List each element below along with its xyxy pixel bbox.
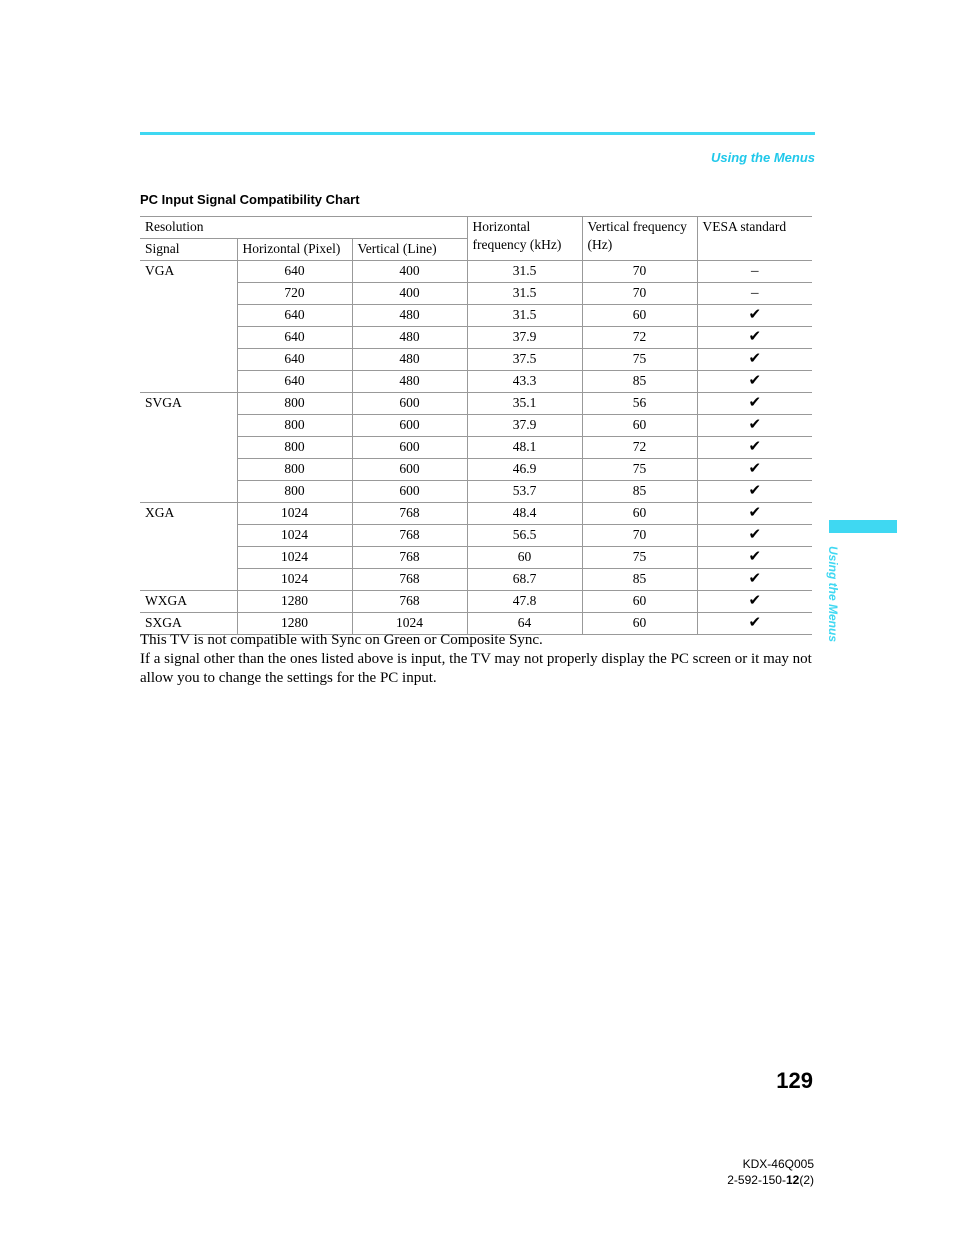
cell-signal: WXGA [140, 591, 237, 613]
cell-horizontal-pixel: 800 [237, 459, 352, 481]
table-header-row [140, 217, 812, 239]
cell-vertical-frequency: 60 [582, 613, 697, 635]
cell-vesa-standard: ✔ [697, 459, 812, 481]
cell-vertical-line: 480 [352, 371, 467, 393]
cell-signal [140, 283, 237, 305]
table-row [140, 305, 812, 327]
table-row [140, 327, 812, 349]
cell-signal [140, 349, 237, 371]
table-row [140, 283, 812, 305]
cell-signal: SVGA [140, 393, 237, 415]
footer-code-bold: 12 [785, 1173, 800, 1187]
cell-vesa-standard: ✔ [697, 327, 812, 349]
cell-horizontal-pixel: 800 [237, 481, 352, 503]
cell-signal [140, 569, 237, 591]
cell-signal [140, 481, 237, 503]
cell-signal [140, 547, 237, 569]
table-row [140, 371, 812, 393]
cell-horizontal-pixel: 640 [237, 327, 352, 349]
note-unsupported-signal: If a signal other than the ones listed above is input, the TV may not properly display the PC screen or it may not allow you to change the settings for the PC input. [140, 651, 812, 686]
header-signal: Signal [140, 239, 237, 261]
cell-vertical-frequency: 70 [582, 261, 697, 283]
cell-horizontal-pixel: 800 [237, 437, 352, 459]
cell-vertical-frequency: 60 [582, 415, 697, 437]
cell-vertical-frequency: 56 [582, 393, 697, 415]
cell-vertical-frequency: 72 [582, 327, 697, 349]
cell-horizontal-pixel: 1024 [237, 569, 352, 591]
cell-vertical-frequency: 70 [582, 525, 697, 547]
cell-vesa-standard: ✔ [697, 569, 812, 591]
cell-horizontal-pixel: 1024 [237, 525, 352, 547]
cell-vertical-line: 768 [352, 503, 467, 525]
footer-model: KDX-46Q005 [742, 1157, 814, 1171]
cell-horizontal-frequency: 31.5 [467, 283, 582, 305]
cell-vertical-frequency: 85 [582, 371, 697, 393]
cell-signal [140, 371, 237, 393]
cell-vesa-standard: ✔ [697, 613, 812, 635]
cell-horizontal-frequency: 48.4 [467, 503, 582, 525]
cell-vertical-line: 480 [352, 349, 467, 371]
cell-vertical-line: 768 [352, 547, 467, 569]
cell-horizontal-frequency: 37.9 [467, 415, 582, 437]
cell-horizontal-frequency: 56.5 [467, 525, 582, 547]
table-row [140, 503, 812, 525]
footer [727, 1156, 814, 1188]
cell-vertical-line: 480 [352, 305, 467, 327]
cell-vertical-line: 768 [352, 525, 467, 547]
cell-vertical-line: 400 [352, 261, 467, 283]
cell-horizontal-frequency: 64 [467, 613, 582, 635]
header-vertical-frequency: Vertical frequency (Hz) [582, 217, 697, 261]
cell-vertical-line: 480 [352, 327, 467, 349]
cell-vertical-frequency: 72 [582, 437, 697, 459]
cell-vesa-standard: ✔ [697, 547, 812, 569]
cell-signal: VGA [140, 261, 237, 283]
footer-code-prefix: 2-592-150- [727, 1173, 786, 1187]
cell-horizontal-pixel: 640 [237, 371, 352, 393]
note-sync: This TV is not compatible with Sync on Green or Composite Sync. [140, 632, 543, 648]
cell-vesa-standard: ✔ [697, 481, 812, 503]
cell-vesa-standard: ✔ [697, 503, 812, 525]
cell-vertical-frequency: 60 [582, 503, 697, 525]
header-horizontal-frequency: Horizontal frequency (kHz) [467, 217, 582, 261]
cell-vesa-standard: – [697, 283, 812, 305]
cell-vertical-line: 1024 [352, 613, 467, 635]
table-row [140, 459, 812, 481]
cell-vertical-line: 400 [352, 283, 467, 305]
cell-vesa-standard: ✔ [697, 415, 812, 437]
cell-horizontal-frequency: 31.5 [467, 305, 582, 327]
table-row [140, 547, 812, 569]
header-resolution: Resolution [140, 217, 467, 239]
cell-horizontal-pixel: 1024 [237, 547, 352, 569]
table-row [140, 569, 812, 591]
cell-vertical-frequency: 70 [582, 283, 697, 305]
cell-vesa-standard: ✔ [697, 349, 812, 371]
cell-signal [140, 415, 237, 437]
cell-signal [140, 305, 237, 327]
top-rule [140, 132, 815, 135]
table-row [140, 349, 812, 371]
cell-horizontal-pixel: 720 [237, 283, 352, 305]
cell-horizontal-frequency: 46.9 [467, 459, 582, 481]
cell-vertical-frequency: 85 [582, 569, 697, 591]
header-vertical-line: Vertical (Line) [352, 239, 467, 261]
cell-signal: SXGA [140, 613, 237, 635]
cell-horizontal-pixel: 1024 [237, 503, 352, 525]
cell-vesa-standard: ✔ [697, 437, 812, 459]
cell-horizontal-pixel: 1280 [237, 591, 352, 613]
cell-horizontal-frequency: 47.8 [467, 591, 582, 613]
page-number: 129 [776, 1068, 813, 1093]
cell-vesa-standard: ✔ [697, 305, 812, 327]
table-row [140, 591, 812, 613]
cell-horizontal-frequency: 68.7 [467, 569, 582, 591]
cell-vertical-frequency: 60 [582, 305, 697, 327]
cell-horizontal-frequency: 37.9 [467, 327, 582, 349]
cell-vertical-line: 600 [352, 415, 467, 437]
header-vesa-standard: VESA standard [697, 217, 812, 261]
cell-vertical-frequency: 60 [582, 591, 697, 613]
cell-vertical-frequency: 85 [582, 481, 697, 503]
cell-horizontal-pixel: 1280 [237, 613, 352, 635]
table-row [140, 525, 812, 547]
section-header: Using the Menus [710, 150, 815, 165]
side-tab-label: Using the Menus [826, 546, 840, 643]
cell-vertical-frequency: 75 [582, 547, 697, 569]
cell-horizontal-frequency: 43.3 [467, 371, 582, 393]
compatibility-table [140, 216, 812, 635]
cell-vesa-standard: ✔ [697, 393, 812, 415]
footer-code-suffix: (2) [799, 1173, 814, 1187]
cell-vertical-frequency: 75 [582, 349, 697, 371]
cell-vesa-standard: – [697, 261, 812, 283]
table-row [140, 393, 812, 415]
cell-vesa-standard: ✔ [697, 591, 812, 613]
cell-horizontal-frequency: 35.1 [467, 393, 582, 415]
table-row [140, 415, 812, 437]
cell-signal [140, 525, 237, 547]
cell-vertical-line: 768 [352, 591, 467, 613]
cell-signal [140, 459, 237, 481]
table-row [140, 261, 812, 283]
footer-code [727, 1172, 814, 1188]
cell-vesa-standard: ✔ [697, 525, 812, 547]
cell-horizontal-pixel: 800 [237, 415, 352, 437]
cell-signal: XGA [140, 503, 237, 525]
cell-vertical-line: 600 [352, 481, 467, 503]
cell-vertical-line: 768 [352, 569, 467, 591]
cell-signal [140, 327, 237, 349]
table-row [140, 481, 812, 503]
cell-horizontal-frequency: 60 [467, 547, 582, 569]
cell-vertical-line: 600 [352, 437, 467, 459]
table-body [140, 261, 812, 635]
cell-horizontal-pixel: 800 [237, 393, 352, 415]
cell-vertical-line: 600 [352, 459, 467, 481]
cell-horizontal-frequency: 53.7 [467, 481, 582, 503]
cell-signal [140, 437, 237, 459]
cell-vertical-line: 600 [352, 393, 467, 415]
cell-horizontal-pixel: 640 [237, 305, 352, 327]
header-horizontal-pixel: Horizontal (Pixel) [237, 239, 352, 261]
cell-horizontal-frequency: 37.5 [467, 349, 582, 371]
side-tab-marker [829, 520, 897, 533]
chart-title: PC Input Signal Compatibility Chart [140, 192, 360, 207]
cell-vesa-standard: ✔ [697, 371, 812, 393]
cell-horizontal-pixel: 640 [237, 349, 352, 371]
cell-horizontal-frequency: 48.1 [467, 437, 582, 459]
table-row [140, 437, 812, 459]
cell-vertical-frequency: 75 [582, 459, 697, 481]
cell-horizontal-pixel: 640 [237, 261, 352, 283]
cell-horizontal-frequency: 31.5 [467, 261, 582, 283]
